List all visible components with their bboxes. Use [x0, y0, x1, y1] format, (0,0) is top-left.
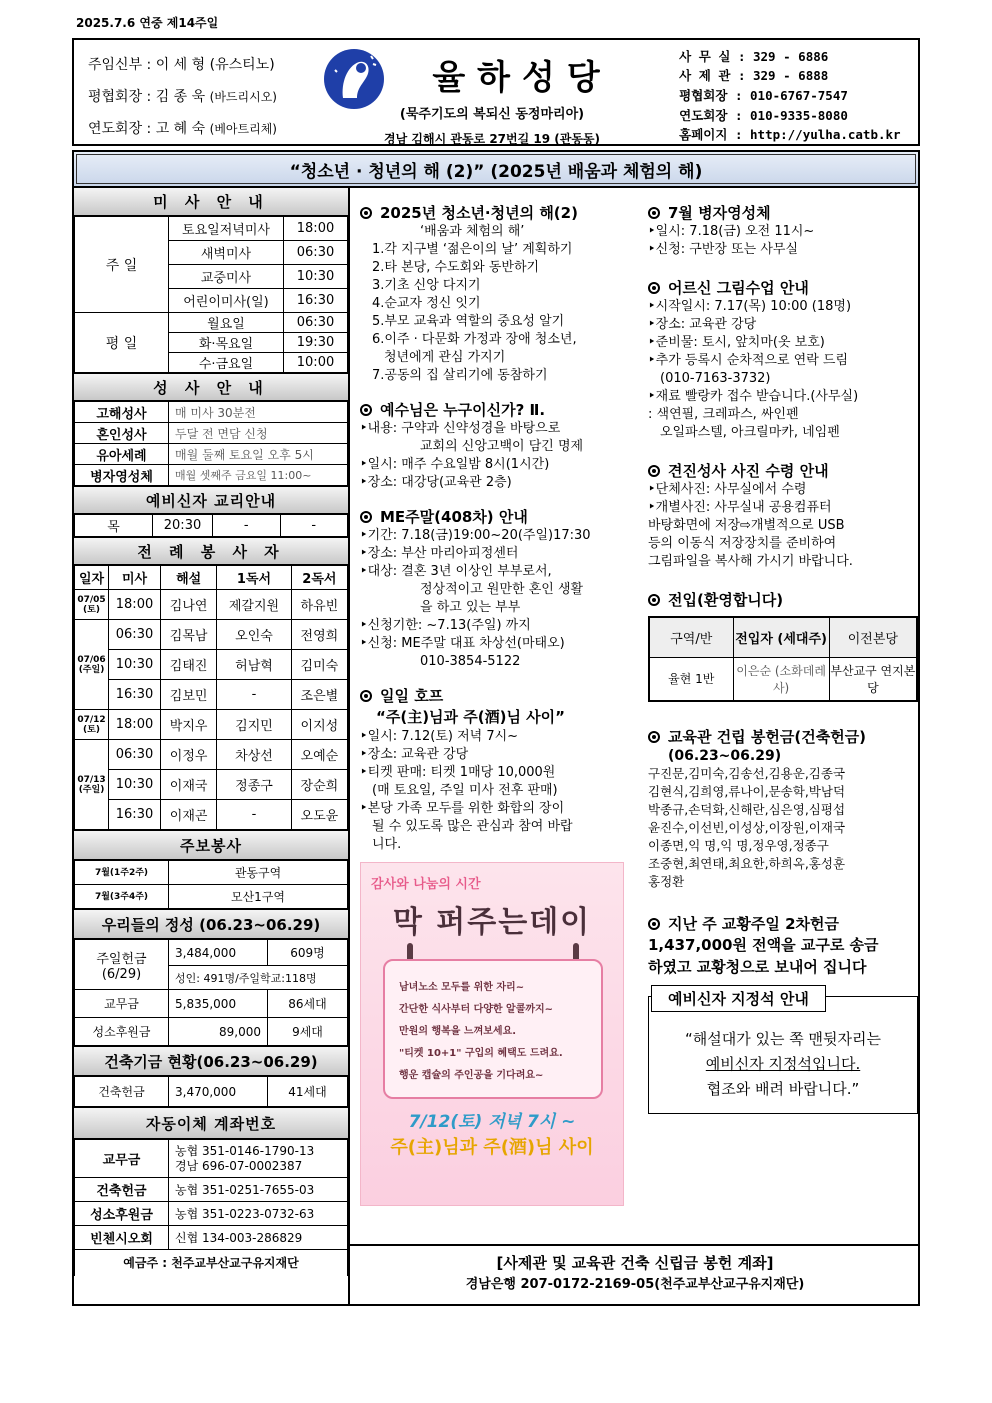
art-item: (010-7163-3732) [660, 371, 771, 386]
liturgy-cell: 16:30 [109, 680, 161, 710]
building-table [74, 1076, 348, 1107]
youth-item: 청년에게 관심 가지기 [384, 350, 506, 365]
welcome-header: 전입자 (세대주) [733, 617, 829, 657]
donor-line: 조중현,최연태,최요한,하희옥,홍성훈 [648, 856, 846, 871]
catechumen-table [74, 514, 348, 537]
me-item: ‣대상: 결혼 3년 이상인 부부로서, [360, 564, 552, 579]
mass-name: 토요일저녁미사 [169, 217, 284, 241]
youth-item: 6.이주 · 다문화 가정과 장애 청소년, [372, 332, 577, 347]
art-item: ‣준비물: 토시, 앞치마(옷 보호) [648, 335, 825, 350]
liturgy-cell: 김미숙 [291, 650, 347, 680]
hof-sub: “주(主)님과 주(酒)님 사이” [376, 708, 566, 726]
offering-tithe-count: 86세대 [268, 990, 348, 1018]
account-number: 농협 351-0223-0732-63 [169, 1202, 348, 1226]
liturgy-cell: 오예순 [291, 740, 347, 770]
sacrament-name: 병자영성체 [75, 465, 169, 486]
edu-date: (06.23~06.29) [668, 748, 782, 764]
liturgy-cell: 장순희 [291, 770, 347, 800]
liturgy-cell: - [217, 800, 291, 830]
liturgy-cell: 김목남 [161, 620, 217, 650]
building-count: 41세대 [268, 1077, 348, 1107]
bullet-icon [648, 918, 660, 930]
liturgy-cell: 김나연 [161, 590, 217, 620]
liturgy-cell: 이정우 [161, 740, 217, 770]
youth-item: 1.각 지구별 ‘젊은이의 날’ 계획하기 [372, 242, 573, 257]
poster-top: 감사와 나눔의 시간 [371, 877, 481, 892]
bullet-icon [648, 465, 660, 477]
liturgy-cell: 18:00 [109, 590, 161, 620]
liturgy-cell: 김지민 [217, 710, 291, 740]
mass-time: 10:00 [284, 353, 348, 373]
youth-heading: 2025년 청소년·청년의 해(2) [360, 202, 638, 223]
bulletin-district: 관동구역 [169, 861, 348, 885]
offering-support-amount: 89,000 [169, 1018, 268, 1046]
building-label: 건축헌금 [75, 1077, 169, 1107]
notice-line: 예비신자 지정석입니다. [705, 1055, 861, 1073]
donor-line: 구진문,김미숙,김송선,김용운,김종국 [648, 766, 846, 781]
mass-title: 미 사 안 내 [74, 188, 348, 216]
hof-item: 니다. [372, 837, 402, 852]
notice-body [649, 997, 917, 1102]
dateline: 2025.7.6 연중 제14주일 [76, 16, 219, 30]
footer [350, 1244, 920, 1304]
contact-legion: 연도회장 : 010-9335-8080 [679, 107, 848, 123]
account-label: 빈첸시오회 [75, 1226, 169, 1250]
account-holder: 예금주 : 천주교부산교구유지재단 [75, 1250, 348, 1276]
hof-item: ‣티켓 판매: 티켓 1매당 10,000원 [360, 765, 556, 780]
bullet-icon [360, 511, 372, 523]
poster-line: 만원의 행복을 느껴보세요. [399, 1026, 517, 1037]
art-heading: 어르신 그림수업 안내 [648, 277, 918, 298]
left-column [74, 188, 350, 1304]
art-item: 오일파스텔, 아크릴마카, 네임펜 [660, 425, 840, 440]
mass-time: 10:30 [284, 265, 348, 289]
welcome-header: 구역/반 [649, 617, 733, 657]
youth-item: 4.순교자 정신 잇기 [372, 296, 481, 311]
sacrament-table [74, 401, 348, 486]
sacrament-info: 매월 둘째 토요일 오후 5시 [169, 444, 348, 465]
offering-sunday-count: 609명 [268, 940, 348, 966]
liturgy-cell: 제갈지원 [217, 590, 291, 620]
mass-time: 18:00 [284, 217, 348, 241]
accounts-title: 자동이체 계좌번호 [74, 1107, 348, 1139]
me-item: ‣장소: 부산 마리아피정센터 [360, 546, 519, 561]
donor-line: 이종면,익 명,익 명,정우영,정종구 [648, 838, 829, 853]
welcome-header: 이전본당 [829, 617, 917, 657]
me-item: 을 하고 있는 부부 [420, 600, 521, 615]
mass-name: 어린이미사(일) [169, 289, 284, 313]
offering-sunday-label: 주일헌금 (6/29) [75, 940, 169, 990]
photo-item: ‣단체사진: 사무실에서 수령 [648, 482, 807, 497]
poster-date: 7/12(토) 저녁 7시 ~ [408, 1112, 576, 1132]
notice-tab: 예비신자 지정석 안내 [651, 985, 826, 1012]
poster-line: 행운 캡슐의 주인공을 기다려요~ [399, 1070, 544, 1081]
legion-president: 연도회장 : 고 혜 숙 (베아트리체) [88, 121, 277, 137]
bullet-icon [648, 594, 660, 606]
theme-banner [72, 150, 920, 188]
church-name: 율하성당 [432, 58, 612, 98]
liturgy-cell: 오인숙 [217, 620, 291, 650]
accounts-table [74, 1139, 348, 1276]
art-item: : 색연필, 크레파스, 싸인펜 [648, 407, 799, 422]
main-content [72, 188, 920, 1306]
liturgy-cell: - [217, 680, 291, 710]
liturgy-cell: 허남혁 [217, 650, 291, 680]
mass-time: 06:30 [284, 241, 348, 265]
sacrament-name: 혼인성사 [75, 423, 169, 444]
contact-council: 평협회장 : 010-6767-7547 [679, 87, 848, 103]
footer-account: 경남은행 207-0172-2169-05(천주교부산교구유지재단) [465, 1277, 805, 1292]
mass-name: 수·금요일 [169, 353, 284, 373]
collection-line: 1,437,000원 전액을 교구로 송금 [648, 936, 879, 954]
liturgy-date: 07/05 (토) [75, 590, 109, 620]
sick-item: ‣일시: 7.18(금) 오전 11시~ [648, 224, 815, 239]
offering-tithe-label: 교무금 [75, 990, 169, 1018]
offering-tithe-amount: 5,835,000 [169, 990, 268, 1018]
offering-support-count: 9세대 [268, 1018, 348, 1046]
welcome-table [648, 616, 918, 702]
liturgy-cell: 16:30 [109, 800, 161, 830]
poster-line: 간단한 식사부터 다양한 알콜까지~ [399, 1004, 554, 1015]
mass-name: 새벽미사 [169, 241, 284, 265]
liturgy-table [74, 565, 348, 830]
middle-column [360, 202, 638, 1206]
bullet-icon [360, 207, 372, 219]
notice-line: “해설대가 있는 쪽 맨뒷자리는 [685, 1030, 881, 1048]
pastor: 주임신부 : 이 세 형 (유스티노) [88, 57, 275, 73]
mass-name: 월요일 [169, 313, 284, 333]
offering-table [74, 939, 348, 1046]
me-item: ‣기간: 7.18(금)19:00~20(주일)17:30 [360, 528, 591, 543]
youth-item: 7.공동의 집 살리기에 동참하기 [372, 368, 548, 383]
building-amount: 3,470,000 [169, 1077, 268, 1107]
church-patron: (묵주기도의 복되신 동정마리아) [399, 107, 585, 122]
header [72, 38, 920, 146]
poster-line: 남녀노소 모두를 위한 자리~ [399, 982, 525, 993]
art-item: ‣시작일시: 7.17(목) 10:00 (18명) [648, 299, 852, 314]
bulletin-week: 7월(1주2주) [75, 861, 169, 885]
liturgy-cell: 조은별 [291, 680, 347, 710]
mass-time: 19:30 [284, 333, 348, 353]
poster-title: 막 퍼주는데이 [392, 905, 592, 940]
liturgy-cell: 06:30 [109, 620, 161, 650]
art-item: ‣장소: 교육관 강당 [648, 317, 757, 332]
liturgy-cell: 10:30 [109, 650, 161, 680]
sacrament-info: 매 미사 30분전 [169, 402, 348, 423]
liturgy-cell: 차상선 [217, 740, 291, 770]
youth-sub: ‘배움과 체험의 해’ [420, 224, 525, 239]
liturgy-date: 07/13 (주일) [75, 740, 109, 830]
photo-heading: 견진성사 사진 수령 안내 [648, 460, 918, 481]
mass-name: 교중미사 [169, 265, 284, 289]
liturgy-cell: 김보민 [161, 680, 217, 710]
header-officers [74, 40, 313, 144]
liturgy-header: 해설 [161, 566, 217, 590]
mass-name: 화·목요일 [169, 333, 284, 353]
header-contacts [671, 40, 918, 144]
jesus-item: ‣장소: 대강당(교육관 2층) [360, 475, 512, 490]
liturgy-header: 2독서 [291, 566, 347, 590]
bullet-icon [648, 731, 660, 743]
liturgy-cell: 오도윤 [291, 800, 347, 830]
poster-tag: 주(主)님과 주(酒)님 사이 [390, 1137, 594, 1158]
sacrament-name: 고해성사 [75, 402, 169, 423]
liturgy-header: 일자 [75, 566, 109, 590]
youth-item: 2.타 본당, 수도회와 동반하기 [372, 260, 540, 275]
jesus-heading: 예수님은 누구이신가? Ⅱ. [360, 399, 638, 420]
notice-line: 협조와 배려 바랍니다.” [706, 1080, 860, 1098]
sacrament-info: 매월 셋째주 금요일 11:00~ [169, 465, 348, 486]
theme-banner-text: “청소년 · 청년의 해 (2)” (2025년 배움과 체험의 해) [76, 154, 916, 184]
liturgy-date: 07/06 (주일) [75, 620, 109, 710]
footer-title: [사제관 및 교육관 건축 신립금 봉헌 계좌] [496, 1254, 774, 1272]
poster-line: "티켓 10+1" 구입의 혜택도 드려요. [399, 1048, 563, 1059]
liturgy-title: 전 례 봉 사 자 [74, 537, 348, 565]
sick-heading: 7월 병자영성체 [648, 202, 918, 223]
bullet-icon [648, 207, 660, 219]
account-label: 건축헌금 [75, 1178, 169, 1202]
mass-table [74, 216, 348, 373]
catechumen-cell: - [213, 515, 281, 537]
collection-line: 하였고 교황청으로 보내어 집니다 [648, 958, 867, 976]
welcome-heading: 전입(환영합니다) [648, 589, 918, 610]
hof-item: (매 토요일, 주일 미사 전후 판매) [372, 783, 558, 798]
liturgy-header: 1독서 [217, 566, 291, 590]
edu-donor-list [648, 765, 918, 891]
donor-line: 박종규,손덕화,신해란,심은영,심평섭 [648, 802, 846, 817]
account-number: 농협 351-0251-7655-03 [169, 1178, 348, 1202]
liturgy-date: 07/12 (토) [75, 710, 109, 740]
catechumen-day: 목 [75, 515, 153, 537]
offering-support-label: 성소후원금 [75, 1018, 169, 1046]
account-label: 성소후원금 [75, 1202, 169, 1226]
youth-list [360, 241, 638, 385]
donor-line: 김현식,김희영,류나이,문송학,박남덕 [648, 784, 846, 799]
sacrament-name: 유아세례 [75, 444, 169, 465]
hof-item: ‣장소: 교육관 강당 [360, 747, 469, 762]
liturgy-cell: 10:30 [109, 770, 161, 800]
contact-rectory: 사 제 관 : 329 - 6888 [679, 68, 829, 84]
me-item: 정상적이고 원만한 혼인 생활 [420, 582, 584, 597]
mass-weekday-label: 평 일 [75, 313, 169, 373]
welcome-cell: 율현 1반 [649, 657, 733, 701]
me-item: ‣신청기한: ~7.13(주일) 까지 [360, 618, 531, 633]
jesus-item: ‣내용: 구약과 신약성경을 바탕으로 [360, 421, 561, 436]
sacrament-title: 성 사 안 내 [74, 373, 348, 401]
catechumen-cell: - [280, 515, 348, 537]
me-heading: ME주말(408차) 안내 [360, 506, 638, 527]
church-address: 경남 김해시 관동로 27번길 19 (관동동) [384, 132, 600, 146]
liturgy-cell: 06:30 [109, 740, 161, 770]
liturgy-cell: 김태진 [161, 650, 217, 680]
council-president: 평협회장 : 김 종 욱 (바드리시오) [88, 89, 277, 105]
poster-box [383, 959, 603, 1099]
liturgy-cell: 18:00 [109, 710, 161, 740]
hof-heading: 일일 호프 [360, 685, 638, 706]
bulletin-week: 7월(3주4주) [75, 885, 169, 909]
liturgy-cell: 이재곤 [161, 800, 217, 830]
liturgy-cell: 박지우 [161, 710, 217, 740]
liturgy-cell: 이재국 [161, 770, 217, 800]
donor-line: 홍정환 [648, 874, 685, 889]
liturgy-header: 미사 [109, 566, 161, 590]
me-item: 010-3854-5122 [420, 654, 521, 669]
photo-item: 바탕화면에 저장⇨개별적으로 USB [648, 518, 845, 533]
building-title: 건축기금 현황(06.23~06.29) [74, 1046, 348, 1076]
photo-item: 등의 이동식 저장장치를 준비하여 [648, 536, 837, 551]
hof-item: ‣일시: 7.12(토) 저녁 7시~ [360, 729, 519, 744]
jesus-item: 교회의 신앙고백이 담긴 명제 [420, 439, 584, 454]
hof-item: 될 수 있도록 많은 관심과 참여 바랍 [372, 819, 573, 834]
account-number: 농협 351-0146-1790-13 경남 696-07-0002387 [169, 1140, 348, 1178]
edu-heading: 교육관 건립 봉헌금(건축헌금) [648, 726, 918, 747]
youth-item: 5.부모 교육과 역할의 중요성 알기 [372, 314, 565, 329]
account-number: 신협 134-003-286829 [169, 1226, 348, 1250]
mass-time: 16:30 [284, 289, 348, 313]
mass-sunday-label: 주 일 [75, 217, 169, 313]
liturgy-cell: 이지성 [291, 710, 347, 740]
art-item: ‣추가 등록시 순차적으로 연락 드림 [648, 353, 849, 368]
collection-heading: 지난 주 교황주일 2차헌금 [648, 913, 918, 934]
welcome-cell: 이은순 (소화데레사) [733, 657, 829, 701]
jesus-item: ‣일시: 매주 수요일밤 8시(1시간) [360, 457, 550, 472]
offering-sunday-amount: 3,484,000 [169, 940, 268, 966]
photo-item: ‣개별사진: 사무실내 공용컴퓨터 [648, 500, 832, 515]
bulletin-title: 주보봉사 [74, 830, 348, 860]
sick-item: ‣신청: 구반장 또는 사무실 [648, 242, 799, 257]
liturgy-cell: 하유빈 [291, 590, 347, 620]
hof-item: ‣본당 가족 모두를 위한 화합의 장이 [360, 801, 565, 816]
mary-logo-icon [323, 48, 385, 110]
catechumen-time: 20:30 [153, 515, 213, 537]
contact-office: 사 무 실 : 329 - 6886 [679, 48, 829, 64]
art-item: ‣재료 빨랑카 접수 받습니다.(사무실) [648, 389, 859, 404]
sacrament-info: 두달 전 면담 신청 [169, 423, 348, 444]
header-title-block [313, 40, 671, 144]
catechumen-title: 예비신자 교리안내 [74, 486, 348, 514]
mass-time: 06:30 [284, 313, 348, 333]
photo-item: 그림파일을 복사해 가시기 바랍니다. [648, 554, 853, 569]
donor-line: 윤진수,이선빈,이성상,이장원,이재국 [648, 820, 846, 835]
contact-homepage[interactable]: 홈페이지 : http://yulha.catb.kr [679, 127, 901, 143]
bullet-icon [360, 404, 372, 416]
welcome-cell: 부산교구 연지본당 [829, 657, 917, 701]
liturgy-cell: 정종구 [217, 770, 291, 800]
hof-poster [360, 862, 624, 1206]
account-label: 교무금 [75, 1140, 169, 1178]
bullet-icon [360, 690, 372, 702]
offering-title: 우리들의 정성 (06.23~06.29) [74, 909, 348, 939]
youth-item: 3.기초 신앙 다지기 [372, 278, 481, 293]
me-item: ‣신청: ME주말 대표 차상선(마태오) [360, 636, 565, 651]
right-column [648, 202, 918, 1114]
offering-sunday-detail: 성인: 491명/주일학교:118명 [169, 966, 348, 990]
bulletin-table [74, 860, 348, 909]
bullet-icon [648, 282, 660, 294]
notice-box [648, 990, 918, 1114]
bulletin-district: 모산1구역 [169, 885, 348, 909]
liturgy-cell: 전영희 [291, 620, 347, 650]
